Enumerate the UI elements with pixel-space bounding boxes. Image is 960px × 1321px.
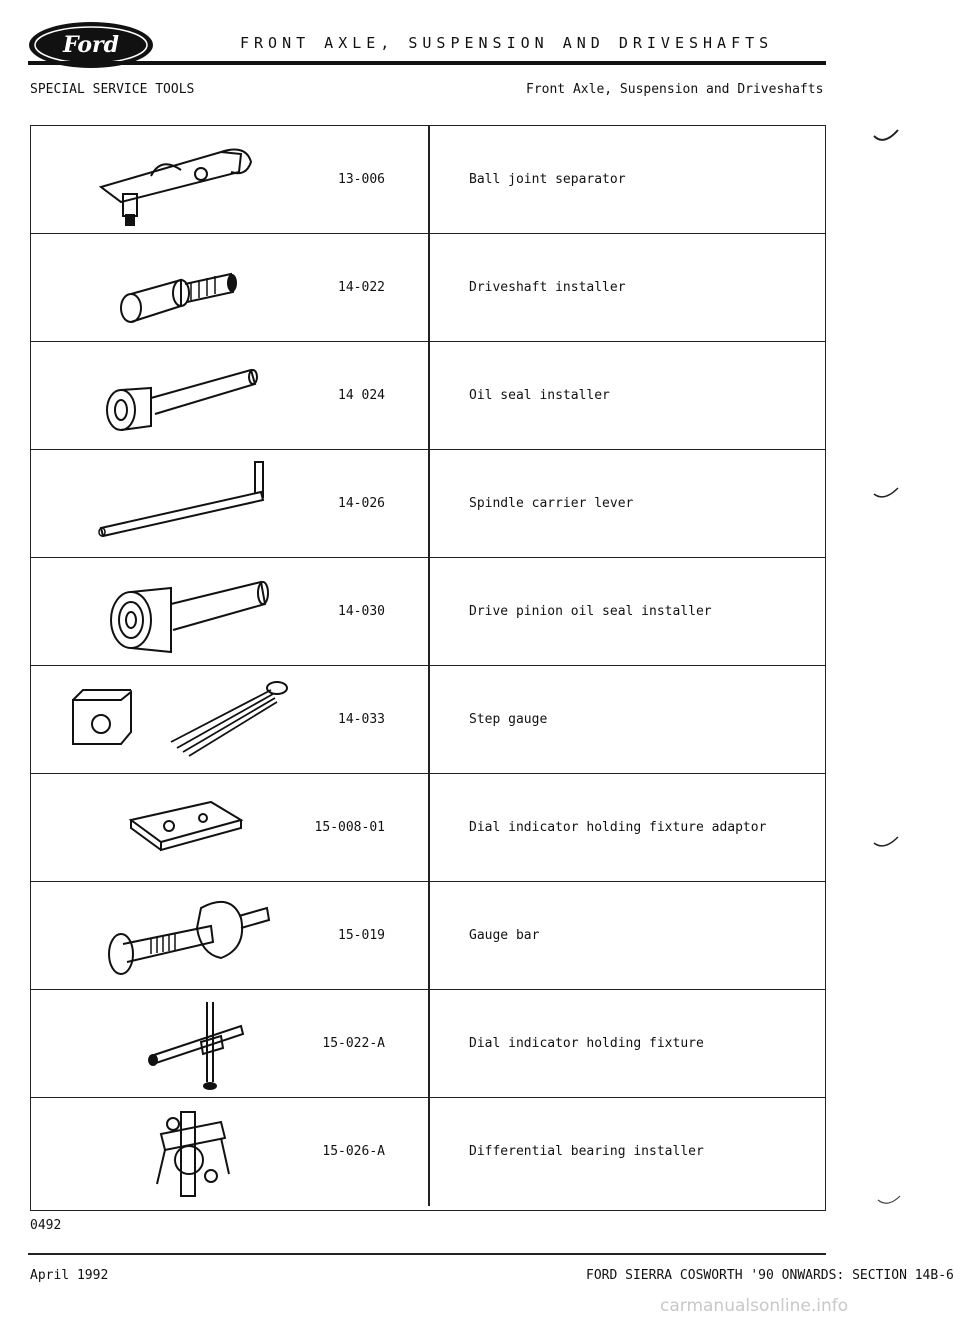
spindle-carrier-lever-illustration [61, 456, 301, 552]
dial-indicator-fixture-illustration [61, 996, 301, 1092]
tool-description: Driveshaft installer [469, 280, 626, 295]
tool-description: Gauge bar [469, 928, 540, 943]
tool-description: Dial indicator holding fixture [469, 1036, 704, 1051]
driveshaft-installer-illustration [61, 240, 301, 336]
table-row [31, 342, 825, 450]
table-row [31, 234, 825, 342]
watermark: carmanualsonline.info [660, 1296, 849, 1316]
table-row [31, 774, 825, 882]
step-gauge-illustration [61, 672, 301, 768]
part-number: 15-022-A [322, 1036, 385, 1051]
drive-pinion-seal-installer-illustration [61, 564, 301, 660]
tool-description: Spindle carrier lever [469, 496, 634, 511]
oil-seal-installer-illustration [61, 348, 301, 444]
margin-check-mark [872, 486, 902, 504]
fixture-adaptor-illustration [61, 780, 301, 876]
part-number: 15-026-A [322, 1144, 385, 1159]
column-divider [428, 558, 430, 665]
table-row [31, 882, 825, 990]
header-title: FRONT AXLE, SUSPENSION AND DRIVESHAFTS [240, 34, 774, 52]
tool-description: Dial indicator holding fixture adaptor [469, 820, 767, 835]
column-divider [428, 882, 430, 989]
part-number: 14 024 [338, 388, 385, 403]
margin-check-mark [872, 835, 902, 853]
margin-check-mark [872, 128, 902, 146]
table-row [31, 666, 825, 774]
part-number: 14-026 [338, 496, 385, 511]
tool-description: Step gauge [469, 712, 548, 727]
header-rule [28, 61, 826, 65]
footer-date: April 1992 [30, 1268, 109, 1283]
part-number: 14-033 [338, 712, 385, 727]
table-row [31, 990, 825, 1098]
margin-check-mark [876, 1192, 906, 1210]
column-divider [428, 666, 430, 773]
differential-bearing-installer-illustration [61, 1104, 301, 1200]
part-number: 15-008-01 [314, 820, 385, 835]
tools-table [30, 125, 826, 1211]
part-number: 14-030 [338, 604, 385, 619]
column-divider [428, 450, 430, 557]
column-divider [428, 774, 430, 881]
column-divider [428, 342, 430, 449]
part-number: 15-019 [338, 928, 385, 943]
tool-description: Oil seal installer [469, 388, 610, 403]
footer-rule [28, 1253, 826, 1255]
column-divider [428, 1098, 430, 1206]
ball-joint-separator-illustration [61, 132, 301, 228]
part-number: 13-006 [338, 172, 385, 187]
tool-description: Ball joint separator [469, 172, 626, 187]
page-code: 0492 [30, 1218, 62, 1233]
table-row [31, 126, 825, 234]
table-row [31, 558, 825, 666]
column-divider [428, 990, 430, 1097]
part-number: 14-022 [338, 280, 385, 295]
section-title: SPECIAL SERVICE TOOLS [30, 82, 195, 97]
gauge-bar-illustration [61, 888, 301, 984]
ford-logo-text: Ford [62, 32, 120, 58]
tool-description: Drive pinion oil seal installer [469, 604, 712, 619]
column-divider [428, 126, 430, 233]
table-row [31, 450, 825, 558]
table-row [31, 1098, 825, 1206]
section-subtitle: Front Axle, Suspension and Driveshafts [526, 82, 824, 97]
tool-description: Differential bearing installer [469, 1144, 704, 1159]
column-divider [428, 234, 430, 341]
footer-reference: FORD SIERRA COSWORTH '90 ONWARDS: SECTION 14B-6 [586, 1268, 954, 1283]
